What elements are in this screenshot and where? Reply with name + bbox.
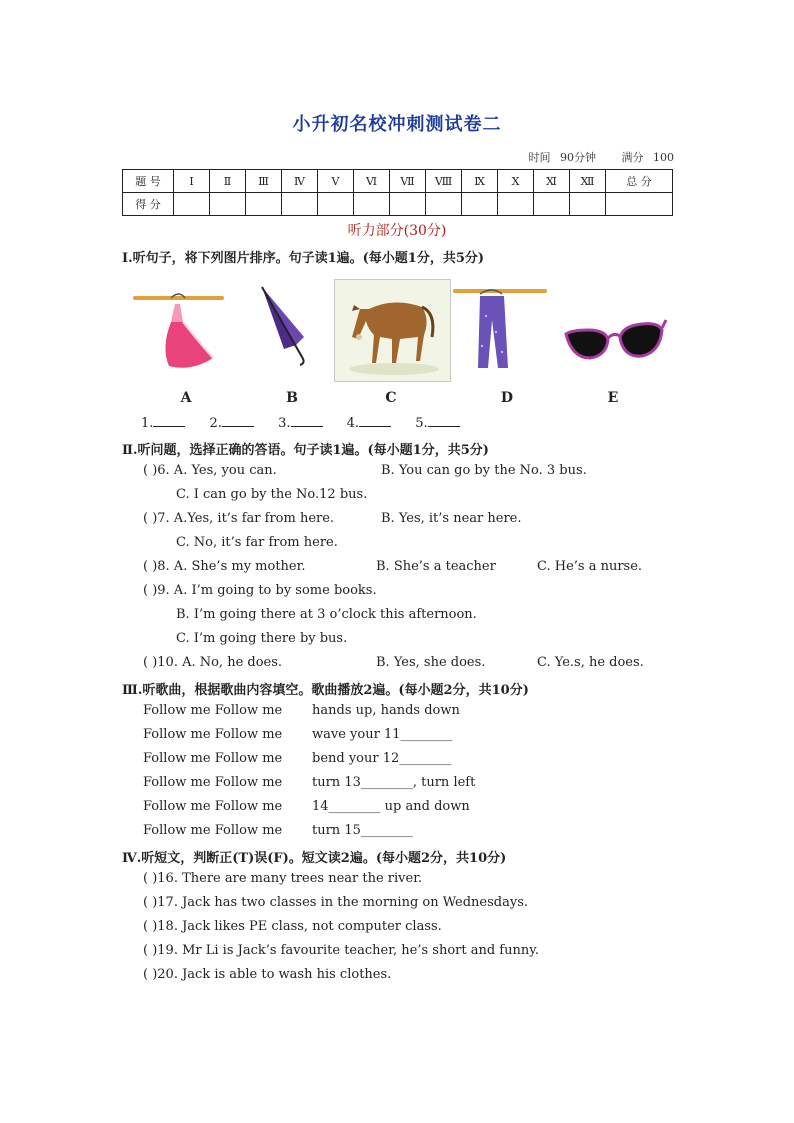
table-cell: Ⅷ — [426, 170, 462, 193]
question-7-b: B. Yes, it’s near here. — [381, 511, 522, 526]
score-table — [122, 169, 673, 216]
table-cell: Ⅶ — [390, 170, 426, 193]
score-cell[interactable] — [498, 193, 534, 216]
full-score-value: 100 — [653, 151, 674, 164]
blank-number: 5. — [415, 416, 428, 431]
question-8-c: C. He’s a nurse. — [537, 559, 643, 574]
question-9-c: C. I’m going there by bus. — [176, 631, 348, 646]
question-10-b: B. Yes, she does. — [376, 655, 486, 670]
answer-blank-1[interactable] — [141, 414, 185, 431]
true-false-item-18: ( )18. Jack likes PE class, not computer class. — [143, 919, 442, 934]
table-cell: Ⅱ — [210, 170, 246, 193]
trousers-on-line-picture — [452, 286, 548, 374]
picture-label-a: A — [180, 390, 192, 406]
true-false-item-16: ( )16. There are many trees near the river. — [143, 871, 423, 886]
sunglasses-picture — [562, 314, 668, 368]
table-cell: Ⅹ — [498, 170, 534, 193]
section2-heading: Ⅱ.听问题，选择正确的答语。句子读1遍。(每小题1分，共5分) — [122, 443, 489, 458]
exam-title: 小升初名校冲刺测试卷二 — [292, 114, 502, 135]
true-false-item-19: ( )19. Mr Li is Jack’s favourite teacher, he’s short and funny. — [143, 943, 539, 958]
song-line-left: Follow me Follow me — [143, 727, 283, 742]
score-cell[interactable] — [210, 193, 246, 216]
score-cell[interactable] — [426, 193, 462, 216]
time-value: 90分钟 — [560, 151, 596, 164]
picture-label-c: C — [385, 390, 397, 406]
question-6-a: ( )6. A. Yes, you can. — [143, 463, 277, 478]
picture-label-b: B — [286, 390, 298, 406]
picture-label-e: E — [607, 390, 619, 406]
score-cell[interactable] — [354, 193, 390, 216]
song-line-left: Follow me Follow me — [143, 775, 283, 790]
song-line-left: Follow me Follow me — [143, 703, 283, 718]
time-label: 时间 — [528, 151, 551, 164]
table-cell: Ⅲ — [246, 170, 282, 193]
answer-blank-3[interactable] — [278, 414, 322, 431]
song-line-left: Follow me Follow me — [143, 751, 283, 766]
umbrella-picture — [256, 283, 316, 368]
table-cell: 总 分 — [606, 170, 673, 193]
blank-number: 1. — [141, 416, 154, 431]
horse-picture — [334, 279, 451, 382]
question-8-b: B. She’s a teacher — [376, 559, 496, 574]
question-7-c: C. No, it’s far from here. — [176, 535, 338, 550]
exam-meta — [523, 149, 675, 165]
answer-blank-2[interactable] — [210, 414, 254, 431]
song-line-right[interactable]: 14________ up and down — [312, 799, 470, 814]
table-cell: Ⅻ — [570, 170, 606, 193]
score-cell[interactable] — [606, 193, 673, 216]
song-line-right: hands up, hands down — [312, 703, 460, 718]
table-cell: Ⅵ — [354, 170, 390, 193]
score-cell[interactable] — [246, 193, 282, 216]
score-table-header-row — [123, 170, 673, 193]
question-10-a: ( )10. A. No, he does. — [143, 655, 283, 670]
score-cell[interactable] — [462, 193, 498, 216]
score-cell[interactable] — [534, 193, 570, 216]
table-cell: 得 分 — [123, 193, 174, 216]
answer-blank-4[interactable] — [347, 414, 391, 431]
song-line-left: Follow me Follow me — [143, 799, 283, 814]
blank-number: 4. — [346, 416, 360, 431]
song-line-right[interactable]: turn 13________, turn left — [312, 775, 476, 790]
score-cell[interactable] — [570, 193, 606, 216]
full-score-label: 满分 — [621, 151, 644, 164]
section1-heading: Ⅰ.听句子，将下列图片排序。句子读1遍。(每小题1分，共5分) — [122, 251, 485, 266]
score-cell[interactable] — [318, 193, 354, 216]
score-cell[interactable] — [390, 193, 426, 216]
table-cell: Ⅴ — [318, 170, 354, 193]
dress-on-line-picture — [131, 288, 226, 373]
score-cell[interactable] — [282, 193, 318, 216]
question-6-c: C. I can go by the No.12 bus. — [176, 487, 368, 502]
table-cell: 题 号 — [123, 170, 174, 193]
listening-part-title: 听力部分(30分) — [347, 223, 447, 239]
section1-answer-blanks — [141, 414, 480, 431]
table-cell: Ⅰ — [174, 170, 210, 193]
question-9-b: B. I’m going there at 3 o’clock this afternoon. — [176, 607, 477, 622]
picture-label-d: D — [500, 390, 514, 406]
song-line-right[interactable]: bend your 12________ — [312, 751, 452, 766]
question-9-a: ( )9. A. I’m going to by some books. — [143, 583, 377, 598]
true-false-item-20: ( )20. Jack is able to wash his clothes. — [143, 967, 392, 982]
table-cell: Ⅸ — [462, 170, 498, 193]
score-cell[interactable] — [174, 193, 210, 216]
true-false-item-17: ( )17. Jack has two classes in the morning on Wednesdays. — [143, 895, 529, 910]
question-8-a: ( )8. A. She’s my mother. — [143, 559, 306, 574]
table-cell: Ⅺ — [534, 170, 570, 193]
song-line-left: Follow me Follow me — [143, 823, 283, 838]
blank-number: 2. — [209, 416, 222, 431]
song-line-right[interactable]: wave your 11________ — [312, 727, 453, 742]
blank-number: 3. — [278, 416, 291, 431]
question-10-c: C. Ye.s, he does. — [537, 655, 644, 670]
question-7-a: ( )7. A.Yes, it’s far from here. — [143, 511, 335, 526]
question-6-b: B. You can go by the No. 3 bus. — [381, 463, 587, 478]
table-cell: Ⅳ — [282, 170, 318, 193]
song-line-right[interactable]: turn 15________ — [312, 823, 413, 838]
score-table-score-row — [123, 193, 673, 216]
answer-blank-5[interactable] — [415, 414, 459, 431]
section3-heading: Ⅲ.听歌曲，根据歌曲内容填空。歌曲播放2遍。(每小题2分，共10分) — [122, 683, 529, 698]
section4-heading: Ⅳ.听短文，判断正(T)误(F)。短文读2遍。(每小题2分，共10分) — [122, 851, 507, 866]
